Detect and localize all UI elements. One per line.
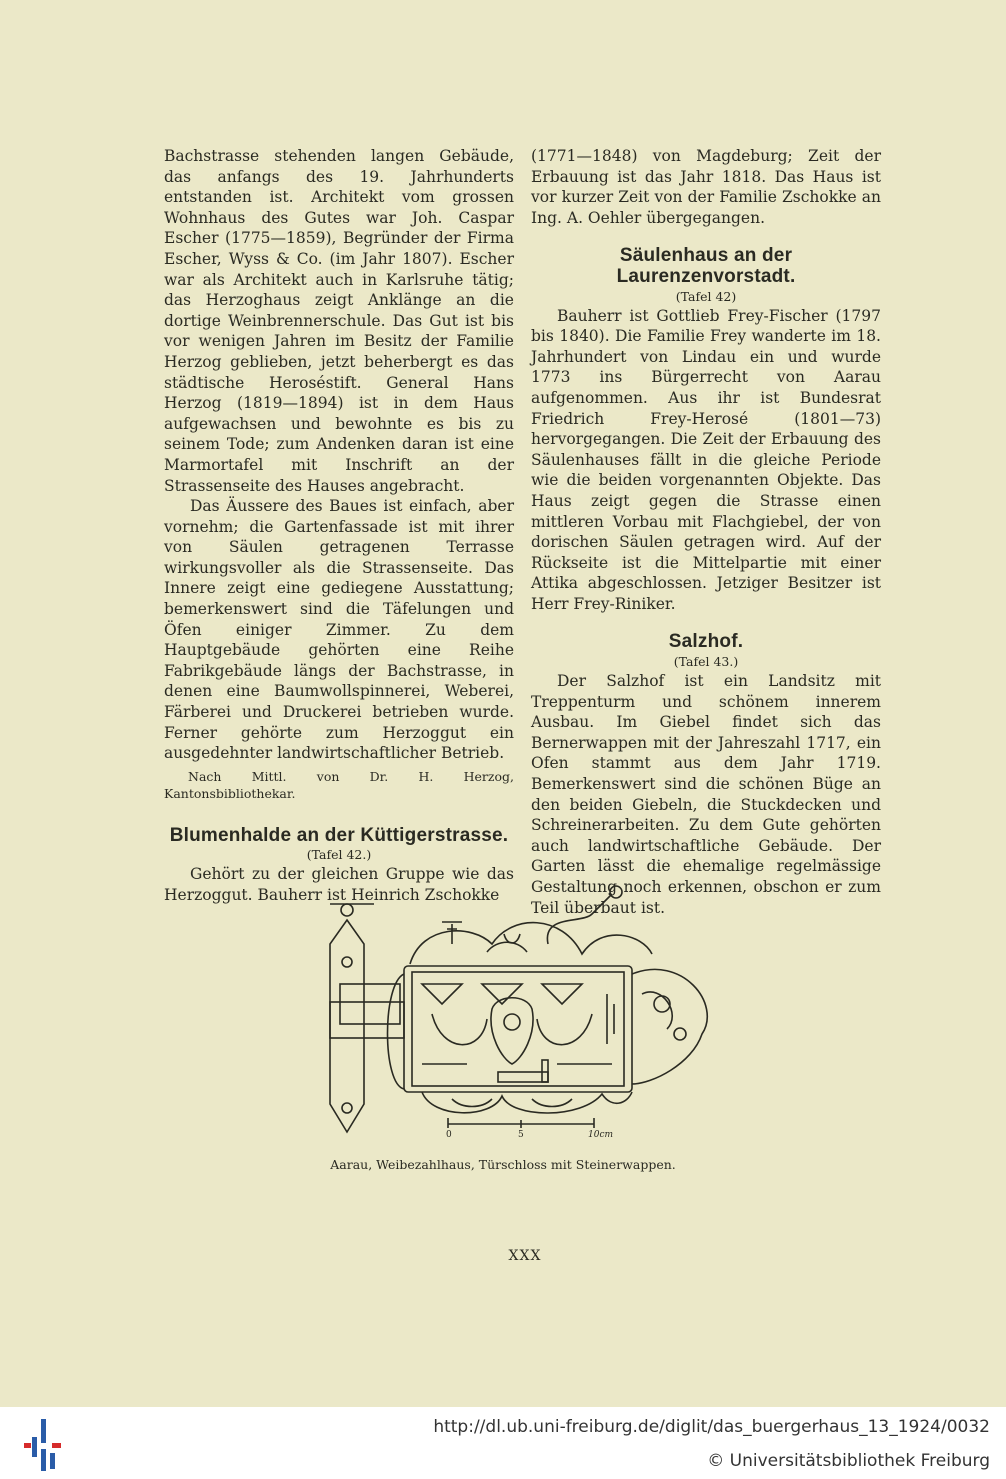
left-paragraph-3: Gehört zu der gleichen Gruppe wie das Herzoggut. Bauherr ist Heinrich Zschokke	[164, 865, 514, 904]
scale-label-0: 0	[446, 1130, 452, 1140]
left-paragraph-2: Das Äussere des Baues ist einfach, aber vornehm; die Gartenfassade ist mit ihrer von Säulen getragenen Terrasse wirkungsvoller als die Strassenseite. Das Innere zeigt eine gediegene Ausstattung; bemerkenswert sind die Täfelungen und Öfen einiger Zimmer. Zu dem Hauptgebäude gehörten eine Reihe Fabrikgebäude längs der Bachstrasse, in denen eine Baumwollspinnerei, Weberei, Färberei und Druckerei betrieben wurde. Ferner gehörte zum Herzoggut ein ausgedehnter landwirtschaftlicher Betrieb.	[164, 497, 514, 763]
tafel-ref-blumenhalde: (Tafel 42.)	[306, 847, 372, 863]
left-paragraph-1: Bachstrasse stehenden langen Gebäude, das anfangs des 19. Jahrhunderts entstanden ist. Architekt vom grossen Wohnhaus des Gutes war Joh. Caspar Escher (1775—1859), Begründer der Firma Escher, Wyss & Co. (im Jahr 1807). Escher war als Architekt auch in Karlsruhe tätig; das Herzoghaus zeigt Anklänge an die dortige Weinbrennerschule. Das Gut ist bis vor wenigen Jahren im Besitz der Familie Herzog geblieben, jetzt beherbergt es das städtische Heroséstift. General Hans Herzog (1819—1894) ist in dem Haus aufgewachsen und bewohnte es bis zu seinem Tode; zum Andenken daran ist eine Marmortafel mit Inschrift an der Strassenseite des Hauses angebracht.	[164, 147, 514, 495]
left-column	[164, 146, 514, 906]
heading-blumenhalde: Blumenhalde an der Küttigerstrasse.	[169, 824, 509, 846]
heading-saeulenhaus: Säulenhaus an der Laurenzenvorstadt.	[616, 245, 796, 287]
tafel-ref-salzhof: (Tafel 43.)	[673, 654, 739, 670]
right-column	[531, 146, 881, 918]
right-paragraph-1: (1771—1848) von Magdeburg; Zeit der Erbauung ist das Jahr 1818. Das Haus ist vor kurzer Zeit von der Familie Zschokke an Ing. A. Oehler übergegangen.	[531, 147, 881, 227]
scale-label-5: 5	[518, 1130, 524, 1140]
page-number: XXX	[508, 1248, 542, 1264]
library-logo-icon	[24, 1417, 64, 1473]
heading-salzhof: Salzhof.	[668, 631, 744, 653]
right-paragraph-2: Bauherr ist Gottlieb Frey-Fischer (1797 bis 1840). Die Familie Frey wanderte im 18. Jahrhundert von Lindau ein und wurde 1773 ins Bürgerrecht von Aarau aufgenommen. Aus ihr ist Bundesrat Friedrich Frey-Herosé (1801—73) hervorgegangen. Die Zeit der Erbauung des Säulenhauses fällt in die gleiche Periode wie die beiden vorgenannten Objekte. Das Haus zeigt gegen die Strasse einen mittleren Vorbau mit Flachgiebel, der von dorischen Säulen getragen wird. Auf der Rückseite ist die Mittelpartie mit einer Attika abgeschlossen. Jetziger Besitzer ist Herr Frey-Riniker.	[531, 306, 881, 613]
copyright-notice: © Universitätsbibliothek Freiburg	[707, 1451, 990, 1471]
footer-bar	[0, 1407, 1006, 1479]
right-paragraph-3: Der Salzhof ist ein Landsitz mit Treppenturm und schönem innerem Ausbau. Im Giebel findet sich das Bernerwappen mit der Jahreszahl 1717, ein Ofen stammt aus dem Jahr 1719. Bemerkenswert sind die schönen Büge an den beiden Giebeln, die Stuckdecken und Schreinerarbeiten. Zu dem Gute gehörten auch landwirtschaftliche Gebäude. Der Garten lässt die ehemalige regelmässige Gestaltung noch erkennen, obschon er zum Teil überbaut ist.	[531, 672, 881, 917]
scale-label-10cm: 10cm	[588, 1130, 614, 1140]
tafel-ref-saeulenhaus: (Tafel 42)	[675, 288, 737, 304]
figure-caption: Aarau, Weibezahlhaus, Türschloss mit Steinerwappen.	[330, 1157, 676, 1172]
source-note: Nach Mittl. von Dr. H. Herzog, Kantonsbibliothekar.	[164, 768, 514, 801]
permalink-url[interactable]: http://dl.ub.uni-freiburg.de/diglit/das_buergerhaus_13_1924/0032	[433, 1417, 990, 1437]
door-lock-illustration	[322, 884, 722, 1144]
